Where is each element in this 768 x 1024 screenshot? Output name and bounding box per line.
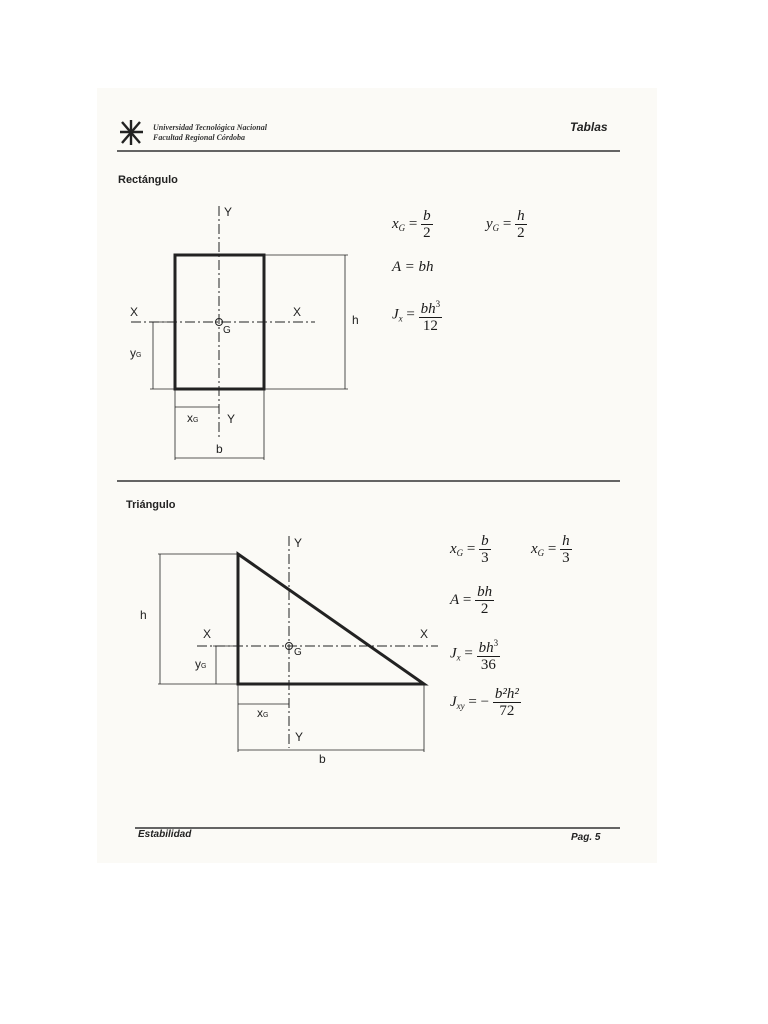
university-name	[153, 123, 267, 143]
header-section: Tablas	[570, 120, 608, 134]
triangle-diagram	[158, 536, 438, 752]
rect-formula-jx: $J_x$ = $\frac{bh^3}{12}$	[392, 296, 442, 334]
rect-x-left-label: X	[130, 305, 139, 319]
tri-g-label: G	[294, 647, 302, 658]
triangle-title: Triángulo	[126, 499, 176, 511]
rect-g-label: G	[223, 325, 231, 336]
tri-formula-area: A = $\frac{bh}{2}$	[450, 584, 493, 617]
rect-y-bottom-label: Y	[227, 412, 236, 426]
tri-b-label: b	[319, 752, 326, 766]
tri-y-top-label: Y	[294, 536, 303, 550]
tri-yg-label: yG	[195, 657, 207, 671]
rect-yg-label: yG	[130, 346, 142, 360]
tri-formula-jx: $J_x$ = $\frac{bh^3}{36}$	[450, 635, 500, 673]
triangle-shape	[238, 554, 424, 684]
tri-y-bottom-label: Y	[295, 730, 304, 744]
tri-formula-yg: $x_G$ = $\frac{h}{3}$	[531, 533, 570, 566]
rect-y-top-label: Y	[224, 205, 233, 219]
utn-logo-icon	[120, 120, 143, 145]
tri-x-right-label: X	[420, 627, 429, 641]
rect-formula-area: A = bh	[392, 259, 434, 275]
university-line-2: Facultad Regional Córdoba	[153, 133, 246, 142]
tri-formula-jxy: $J_{xy}$ = − $\frac{\text{b²h²}}{72}$	[450, 686, 519, 719]
rect-formula-yg: $y_G$ = $\frac{h}{2}$	[486, 208, 525, 241]
rectangle-diagram	[131, 206, 348, 460]
rect-h-label: h	[352, 313, 359, 327]
footer-left: Estabilidad	[138, 829, 192, 840]
rect-b-label: b	[216, 442, 223, 456]
rect-formula-xg: $x_G$ = $\frac{b}{2}$	[392, 208, 431, 241]
rect-xg-label: xG	[187, 411, 199, 425]
tri-x-left-label: X	[203, 627, 212, 641]
page-number: Pag. 5	[571, 832, 601, 843]
tri-formula-xg: $x_G$ = $\frac{b}{3}$	[450, 533, 489, 566]
university-line-1: Universidad Tecnológica Nacional	[153, 123, 267, 132]
tri-xg-label: xG	[257, 706, 269, 720]
rect-x-right-label: X	[293, 305, 302, 319]
rectangle-title: Rectángulo	[118, 174, 178, 186]
tri-h-label: h	[140, 608, 147, 622]
